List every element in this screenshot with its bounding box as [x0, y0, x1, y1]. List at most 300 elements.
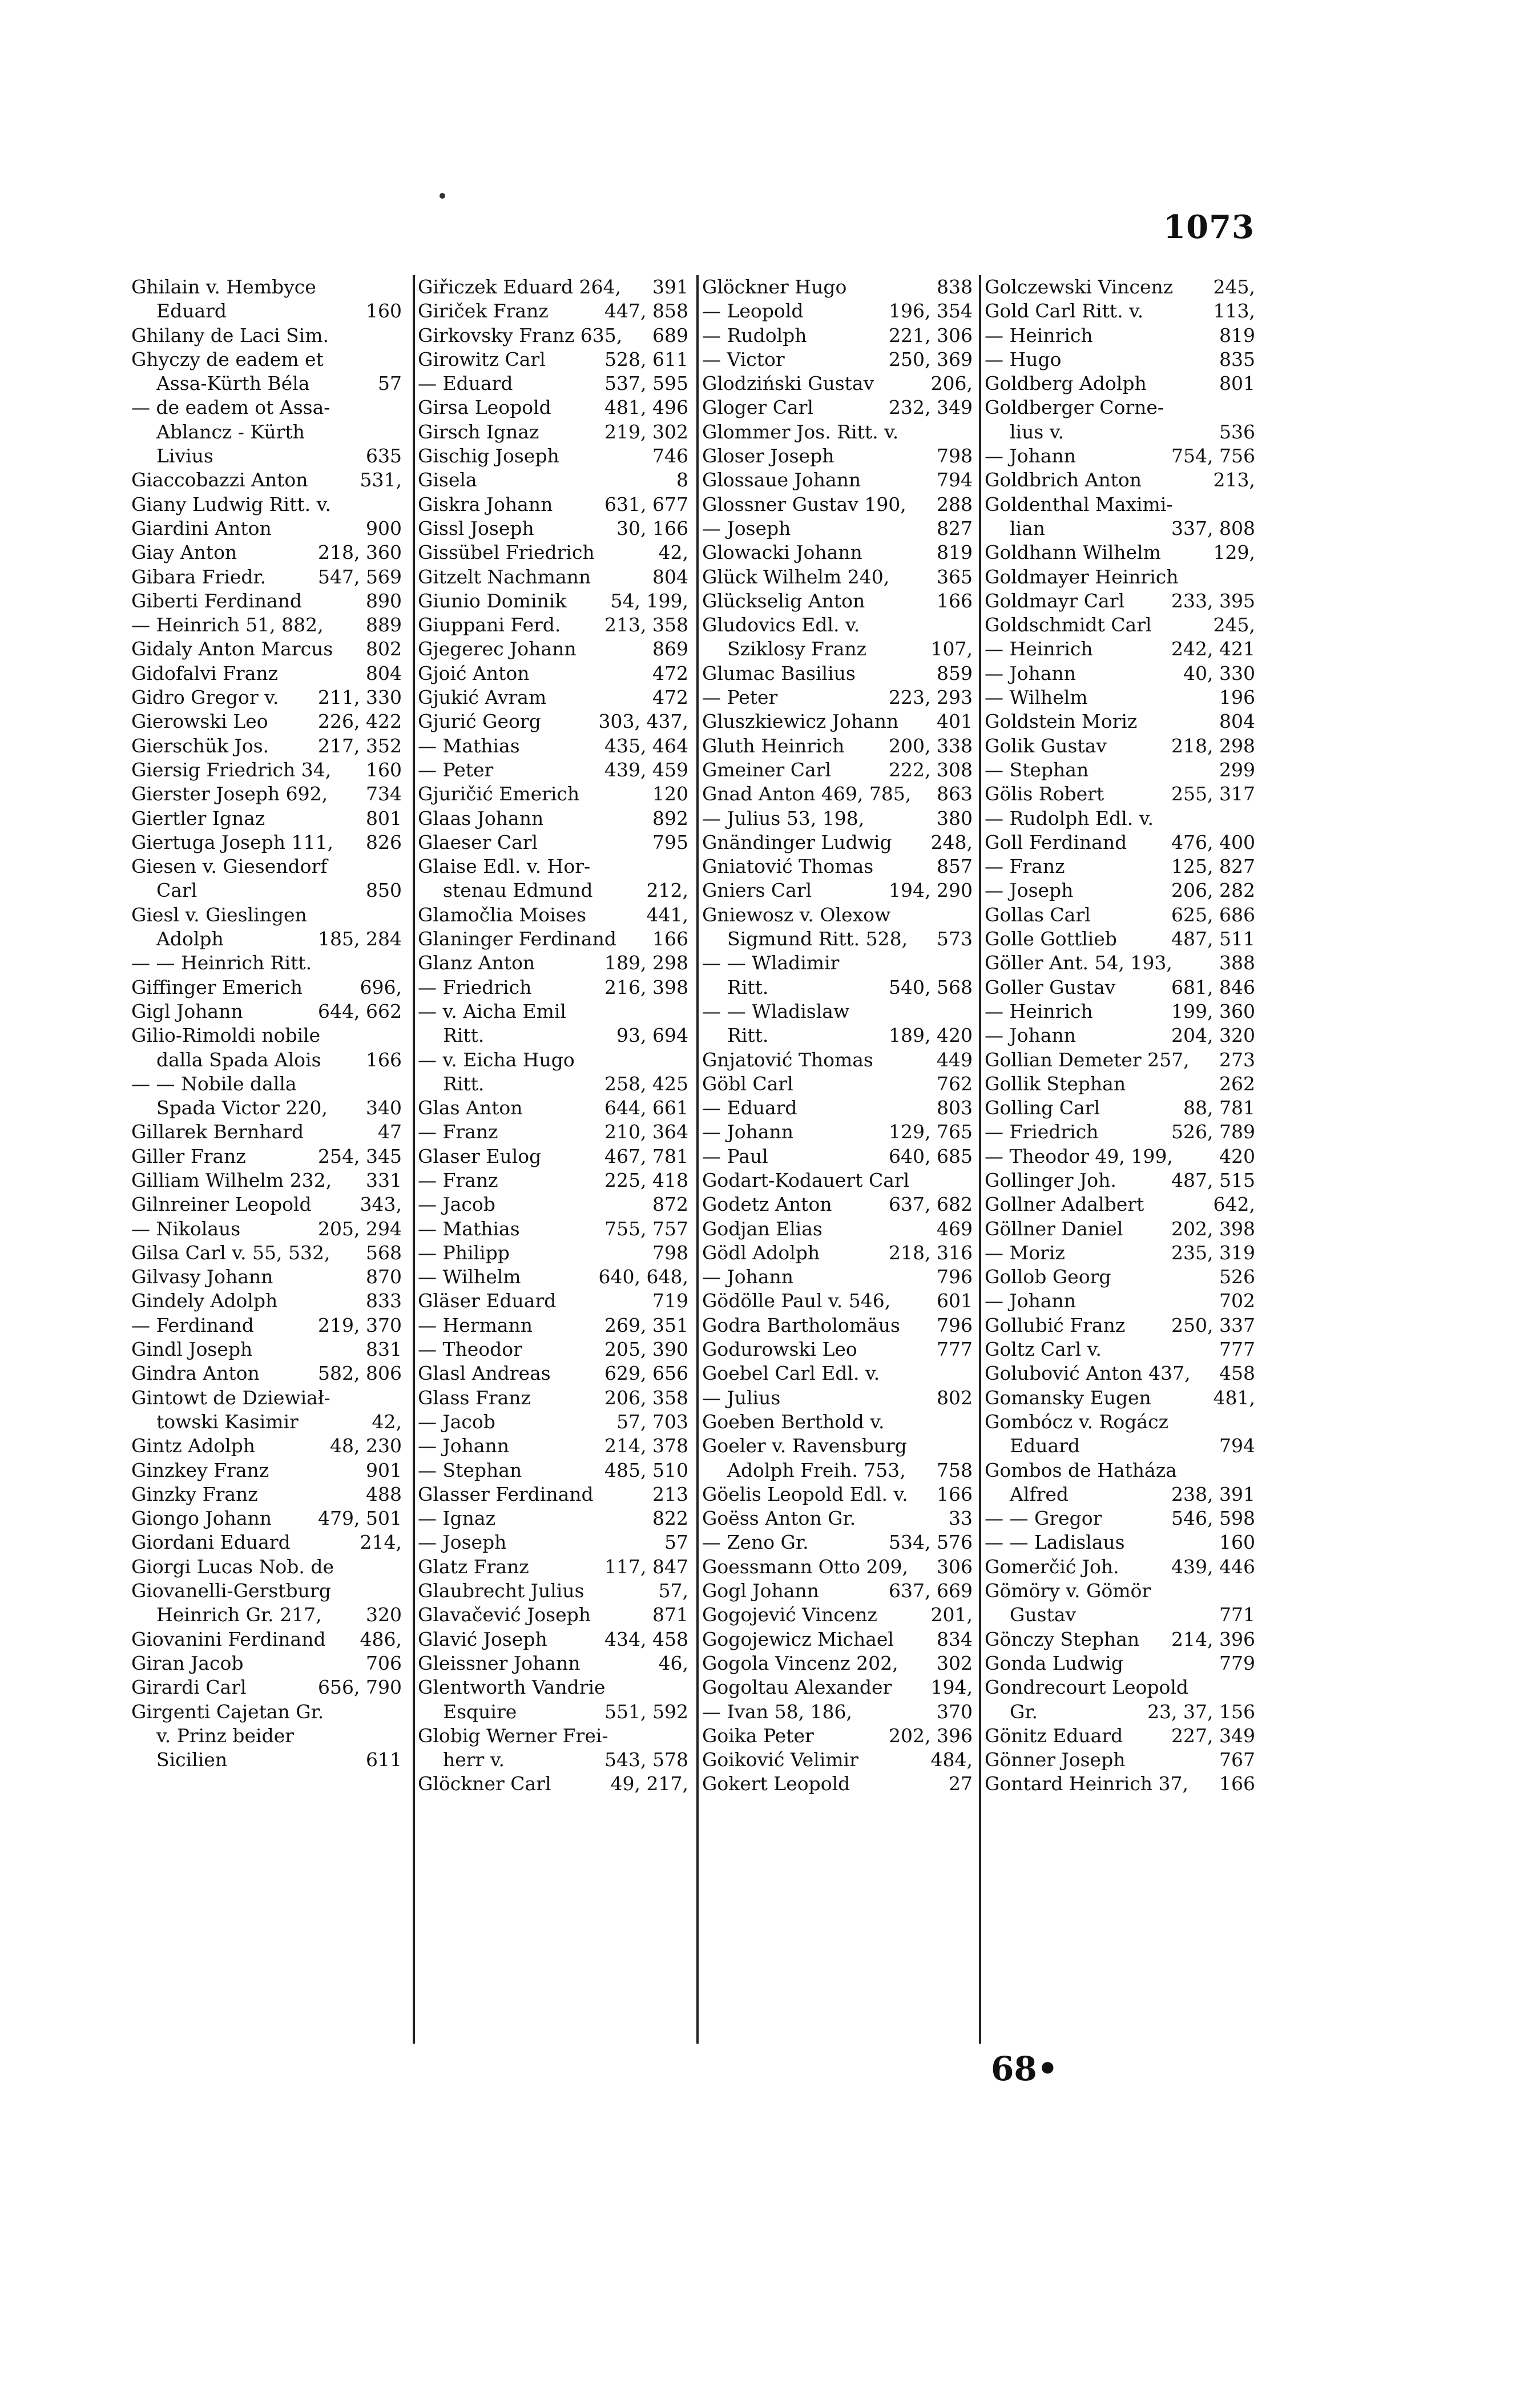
entry-name: — Joseph — [702, 517, 791, 539]
index-entry — [131, 420, 405, 444]
entry-pages: 479, 501 — [313, 1506, 402, 1530]
entry-name: Gjukić Avram — [418, 686, 547, 709]
index-entry — [131, 1241, 405, 1265]
index-entry — [418, 1434, 692, 1458]
entry-name: Godra Bartholomäus — [702, 1314, 900, 1336]
index-entry — [702, 831, 976, 855]
entry-pages: 211, 330 — [313, 686, 402, 710]
entry-name: Goltz Carl v. — [985, 1338, 1102, 1361]
entry-pages: 219, 370 — [313, 1314, 402, 1338]
index-entry — [702, 541, 976, 565]
entry-name: Golik Gustav — [985, 734, 1107, 757]
entry-name: Gidofalvi Franz — [131, 662, 279, 684]
entry-pages: 201, — [926, 1603, 973, 1627]
index-entry — [131, 1459, 405, 1483]
index-entry — [702, 1700, 976, 1724]
entry-pages: 199, 360 — [1167, 1000, 1255, 1024]
entry-name: Alfred — [1010, 1483, 1069, 1505]
index-entry — [985, 1483, 1259, 1506]
entry-pages: 486, — [356, 1627, 402, 1651]
entry-pages: 232, 349 — [884, 396, 973, 420]
entry-name: — Wilhelm — [418, 1266, 521, 1288]
index-entry — [131, 1024, 405, 1048]
entry-name: Glaninger Ferdinand — [418, 928, 616, 950]
entry-name: — Rudolph Edl. v. — [985, 807, 1154, 829]
index-entry — [131, 855, 405, 879]
entry-name: — Julius 53, 198, — [702, 807, 865, 829]
index-entry — [702, 1506, 976, 1530]
entry-pages: 223, 293 — [884, 686, 973, 710]
entry-pages: 57 — [373, 372, 402, 396]
entry-pages: 340 — [361, 1096, 402, 1120]
entry-pages: 551, 592 — [600, 1700, 688, 1724]
index-entry — [131, 662, 405, 686]
entry-pages: 202, 396 — [884, 1724, 973, 1748]
entry-pages: 93, 694 — [612, 1024, 688, 1048]
index-entry — [131, 1265, 405, 1289]
entry-name: Goeben Berthold v. — [702, 1410, 885, 1433]
index-entry — [418, 1530, 692, 1554]
index-entry — [131, 1096, 405, 1120]
column-divider — [413, 275, 415, 2044]
index-entry — [131, 1651, 405, 1675]
index-entry — [131, 541, 405, 565]
entry-name: — Ivan 58, 186, — [702, 1700, 853, 1723]
entry-pages: 833 — [361, 1289, 402, 1313]
entry-name: Goldberg Adolph — [985, 372, 1147, 395]
entry-name: — Eduard — [702, 1097, 797, 1119]
entry-name: Giertuga Joseph 111, — [131, 831, 333, 853]
entry-pages: 160 — [361, 758, 402, 782]
index-entry — [131, 565, 405, 589]
index-entry — [985, 1193, 1259, 1216]
index-entry — [702, 951, 976, 975]
index-entry — [702, 396, 976, 420]
index-entry — [131, 1289, 405, 1313]
index-entry — [418, 1579, 692, 1603]
entry-name: v. Prinz beider — [156, 1724, 295, 1747]
index-entry — [702, 1386, 976, 1410]
entry-name: Gonda Ludwig — [985, 1651, 1123, 1674]
entry-name: Göllner Daniel — [985, 1217, 1123, 1240]
entry-name: Golubović Anton 437, — [985, 1362, 1191, 1385]
index-entry — [418, 927, 692, 951]
index-entry — [131, 1555, 405, 1579]
entry-name: Giriček Franz — [418, 300, 549, 323]
index-entry — [702, 444, 976, 468]
entry-name: — Wilhelm — [985, 686, 1088, 709]
entry-name: Sziklosy Franz — [727, 638, 867, 660]
index-entry — [985, 855, 1259, 879]
index-entry — [985, 637, 1259, 661]
entry-pages: 202, 398 — [1167, 1217, 1255, 1241]
index-entry — [131, 444, 405, 468]
index-entry — [131, 613, 405, 637]
index-entry — [702, 1241, 976, 1265]
index-entry — [985, 1555, 1259, 1579]
entry-name: — Hermann — [418, 1314, 533, 1336]
entry-pages: 890 — [361, 589, 402, 613]
index-entry — [418, 686, 692, 710]
entry-pages: 88, 781 — [1179, 1096, 1255, 1120]
index-entry — [418, 1096, 692, 1120]
entry-pages: 540, 568 — [884, 976, 973, 1000]
entry-name: Gontard Heinrich 37, — [985, 1772, 1188, 1795]
entry-pages: 859 — [932, 662, 973, 686]
index-entry — [418, 1000, 692, 1024]
index-entry — [418, 976, 692, 1000]
entry-pages: 250, 369 — [884, 348, 973, 372]
index-entry — [131, 903, 405, 927]
index-entry — [985, 1651, 1259, 1675]
index-entry — [702, 1530, 976, 1554]
index-entry — [418, 1675, 692, 1699]
index-entry — [418, 1193, 692, 1216]
entry-name: Gluszkiewicz Johann — [702, 710, 899, 733]
index-entry — [985, 976, 1259, 1000]
entry-pages: 637, 669 — [884, 1579, 973, 1603]
entry-name: — Heinrich — [985, 1000, 1093, 1022]
index-entry — [702, 734, 976, 758]
entry-pages: 835 — [1215, 348, 1255, 372]
entry-pages: 245, — [1209, 275, 1255, 299]
index-entry — [131, 517, 405, 541]
entry-pages: 206, 282 — [1167, 879, 1255, 903]
entry-name: Gjurić Georg — [418, 710, 541, 733]
entry-name: Goebel Carl Edl. v. — [702, 1362, 880, 1385]
entry-name: Gönczy Stephan — [985, 1627, 1140, 1650]
entry-pages: 637, 682 — [884, 1193, 973, 1216]
index-entry — [702, 589, 976, 613]
entry-name: — Zeno Gr. — [702, 1531, 809, 1554]
index-entry — [702, 1072, 976, 1096]
entry-name: Gogola Vincenz 202, — [702, 1651, 898, 1674]
entry-pages: 48, 230 — [325, 1434, 402, 1458]
entry-name: Goessmann Otto 209, — [702, 1555, 909, 1578]
entry-pages: 160 — [1215, 1530, 1255, 1554]
entry-name: Giffinger Emerich — [131, 976, 303, 998]
index-entry — [418, 1386, 692, 1410]
index-entry — [985, 1241, 1259, 1265]
entry-pages: 798 — [932, 444, 973, 468]
index-entry — [131, 1338, 405, 1361]
entry-name: Giertler Ignaz — [131, 807, 265, 829]
entry-name: — Johann — [702, 1266, 794, 1288]
entry-pages: 57 — [660, 1530, 688, 1554]
index-entry — [985, 565, 1259, 589]
index-entry — [418, 517, 692, 541]
index-entry — [985, 1434, 1259, 1458]
entry-pages: 485, 510 — [600, 1459, 688, 1483]
entry-pages: 458 — [1215, 1361, 1255, 1385]
entry-name: Giskra Johann — [418, 493, 553, 515]
index-entry — [702, 1314, 976, 1338]
entry-pages: 758 — [932, 1459, 973, 1483]
entry-pages: 487, 511 — [1167, 927, 1255, 951]
entry-name: Giongo Johann — [131, 1507, 272, 1530]
entry-pages: 113, — [1209, 299, 1255, 323]
entry-name: Livius — [156, 445, 213, 468]
entry-name: Gniatović Thomas — [702, 855, 874, 878]
entry-pages: 216, 398 — [600, 976, 688, 1000]
index-entry — [702, 420, 976, 444]
entry-name: Gloger Carl — [702, 396, 813, 419]
index-entry — [702, 1289, 976, 1313]
entry-name: — Johann — [985, 662, 1077, 684]
entry-pages: 233, 395 — [1167, 589, 1255, 613]
entry-pages: 439, 459 — [600, 758, 688, 782]
entry-name: Gönitz Eduard — [985, 1724, 1123, 1747]
entry-name: Gniers Carl — [702, 879, 812, 902]
entry-name: Ghilany de Laci Sim. — [131, 324, 329, 347]
entry-name: Girkovsky Franz 635, — [418, 324, 623, 347]
entry-pages: 8 — [672, 468, 688, 492]
entry-name: — — Ladislaus — [985, 1531, 1125, 1554]
index-entry — [702, 1048, 976, 1072]
entry-name: Göller Ant. 54, 193, — [985, 952, 1172, 974]
entry-pages: 543, 578 — [600, 1748, 688, 1772]
entry-name: Goldstein Moriz — [985, 710, 1138, 733]
entry-pages: 804 — [1215, 710, 1255, 734]
entry-name: Gustav — [1010, 1604, 1077, 1626]
index-entry — [985, 396, 1259, 420]
entry-name: Sicilien — [156, 1749, 228, 1771]
entry-name: Gjoić Anton — [418, 662, 530, 684]
entry-name: Giesen v. Giesendorf — [131, 855, 328, 878]
index-entry — [131, 1000, 405, 1024]
entry-name: Carl — [156, 879, 197, 902]
entry-pages: 889 — [361, 613, 402, 637]
entry-pages: 273 — [1215, 1048, 1255, 1072]
index-entry — [702, 1459, 976, 1483]
entry-name: Esquire — [443, 1700, 517, 1723]
entry-pages: 794 — [932, 468, 973, 492]
signature-mark: 68• — [991, 2049, 1058, 2088]
index-entry — [702, 855, 976, 879]
entry-name: Giuppani Ferd. — [418, 614, 561, 637]
entry-name: — Franz — [418, 1121, 498, 1143]
entry-name: — Peter — [418, 758, 494, 781]
entry-name: — — Wladimir — [702, 952, 840, 974]
entry-pages: 166 — [932, 589, 973, 613]
index-entry — [985, 468, 1259, 492]
entry-name: Glossner Gustav 190, — [702, 493, 906, 515]
page-mark — [440, 193, 445, 199]
entry-name: — Victor — [702, 348, 785, 370]
index-entry — [702, 1096, 976, 1120]
entry-pages: 827 — [932, 517, 973, 541]
entry-pages: 831 — [361, 1338, 402, 1361]
entry-name: Gmeiner Carl — [702, 758, 832, 781]
entry-pages: 801 — [1215, 372, 1255, 396]
index-entry — [985, 348, 1259, 372]
entry-name: Godurowski Leo — [702, 1338, 857, 1361]
entry-name: — Heinrich — [985, 324, 1093, 347]
entry-pages: 401 — [932, 710, 973, 734]
entry-pages: 213, — [1209, 468, 1255, 492]
index-entry — [702, 1675, 976, 1699]
index-entry — [418, 444, 692, 468]
entry-name: Gollob Georg — [985, 1266, 1111, 1288]
index-entry — [702, 1603, 976, 1627]
index-entry — [418, 879, 692, 903]
index-entry — [418, 324, 692, 348]
index-entry — [985, 299, 1259, 323]
entry-name: Gogoltau Alexander — [702, 1676, 892, 1699]
index-entry — [985, 951, 1259, 975]
index-entry — [702, 1579, 976, 1603]
entry-name: Golczewski Vincenz — [985, 276, 1174, 298]
index-entry — [702, 1410, 976, 1434]
entry-name: — v. Eicha Hugo — [418, 1048, 575, 1071]
index-entry — [985, 589, 1259, 613]
entry-name: Gidaly Anton Marcus — [131, 638, 333, 660]
column-divider — [979, 275, 981, 2044]
index-entry — [702, 1361, 976, 1385]
index-entry — [985, 1410, 1259, 1434]
entry-name: Gogojević Vincenz — [702, 1604, 877, 1626]
entry-pages: 205, 294 — [313, 1217, 402, 1241]
entry-name: Glaubrecht Julius — [418, 1580, 584, 1602]
index-entry — [131, 1675, 405, 1699]
index-entry — [702, 758, 976, 782]
index-entry — [985, 324, 1259, 348]
index-entry — [702, 1483, 976, 1506]
index-entry — [985, 517, 1259, 541]
entry-pages: 222, 308 — [884, 758, 973, 782]
entry-pages: 185, 284 — [313, 927, 402, 951]
entry-pages: 343, — [356, 1193, 402, 1216]
entry-pages: 871 — [648, 1603, 688, 1627]
entry-name: Gniewosz v. Olexow — [702, 903, 891, 926]
index-entry — [702, 1338, 976, 1361]
entry-name: Assa-Kürth Béla — [156, 372, 310, 395]
entry-name: Ritt. — [443, 1024, 485, 1047]
index-entry — [418, 1120, 692, 1144]
entry-name: — Ferdinand — [131, 1314, 254, 1336]
entry-pages: 798 — [648, 1241, 688, 1265]
entry-name: — Julius — [702, 1386, 781, 1409]
index-entry — [131, 879, 405, 903]
entry-name: Girgenti Cajetan Gr. — [131, 1700, 324, 1723]
entry-pages: 546, 598 — [1167, 1506, 1255, 1530]
index-entry — [702, 662, 976, 686]
entry-name: Girsa Leopold — [418, 396, 551, 419]
entry-pages: 166 — [648, 927, 688, 951]
entry-name: Giunio Dominik — [418, 589, 567, 612]
entry-name: Gierschük Jos. — [131, 734, 269, 757]
entry-pages: 838 — [932, 275, 973, 299]
index-entry — [985, 1627, 1259, 1651]
entry-name: Giorgi Lucas Nob. de — [131, 1555, 334, 1578]
entry-name: Gombócz v. Rogácz — [985, 1410, 1168, 1433]
entry-name: — Johann — [702, 1121, 794, 1143]
index-entry — [985, 1096, 1259, 1120]
entry-pages: 487, 515 — [1167, 1169, 1255, 1193]
entry-pages: 568 — [361, 1241, 402, 1265]
entry-name: — Theodor 49, 199, — [985, 1145, 1173, 1167]
index-entry — [702, 1169, 976, 1193]
entry-name: Giovanini Ferdinand — [131, 1627, 326, 1650]
entry-pages: 746 — [648, 444, 688, 468]
index-entry — [131, 299, 405, 323]
index-entry — [131, 637, 405, 661]
index-entry — [702, 1748, 976, 1772]
entry-pages: 214, — [356, 1530, 402, 1554]
index-entry — [131, 831, 405, 855]
entry-name: Gindely Adolph — [131, 1290, 278, 1312]
column-divider — [696, 275, 699, 2044]
entry-pages: 795 — [648, 831, 688, 855]
entry-pages: 210, 364 — [600, 1120, 688, 1144]
index-entry — [418, 1169, 692, 1193]
entry-name: — Nikolaus — [131, 1217, 241, 1240]
index-entry — [702, 613, 976, 637]
entry-name: Gilliam Wilhelm 232, — [131, 1169, 332, 1191]
entry-name: Glommer Jos. Ritt. v. — [702, 420, 899, 443]
entry-name: — Philipp — [418, 1241, 510, 1264]
index-entry — [418, 662, 692, 686]
entry-pages: 189, 298 — [600, 951, 688, 975]
entry-pages: 481, — [1209, 1386, 1255, 1410]
entry-pages: 767 — [1215, 1748, 1255, 1772]
entry-name: Gibara Friedr. — [131, 565, 267, 588]
entry-pages: 30, 166 — [612, 517, 688, 541]
entry-pages: 635 — [361, 444, 402, 468]
index-entry — [131, 951, 405, 975]
entry-pages: 288 — [932, 493, 973, 517]
entry-name: Heinrich Gr. 217, — [156, 1604, 322, 1626]
index-entry — [985, 1459, 1259, 1483]
index-entry — [418, 589, 692, 613]
index-entry — [418, 1217, 692, 1241]
index-entry — [131, 1169, 405, 1193]
entry-pages: 472 — [648, 662, 688, 686]
entry-name: Goldmayer Heinrich — [985, 565, 1179, 588]
index-entry — [702, 1145, 976, 1169]
entry-name: Spada Victor 220, — [156, 1097, 328, 1119]
entry-name: — Rudolph — [702, 324, 807, 347]
index-column-2 — [418, 275, 692, 2044]
entry-name: — Leopold — [702, 300, 804, 323]
entry-name: Giardini Anton — [131, 517, 272, 539]
entry-pages: 794 — [1215, 1434, 1255, 1458]
index-entry — [418, 1459, 692, 1483]
index-entry — [985, 807, 1259, 831]
index-entry — [702, 1651, 976, 1675]
entry-pages: 388 — [1215, 951, 1255, 975]
entry-pages: 299 — [1215, 758, 1255, 782]
entry-name: Goldhann Wilhelm — [985, 541, 1161, 564]
entry-pages: 250, 337 — [1167, 1314, 1255, 1338]
entry-name: — — Gregor — [985, 1507, 1102, 1530]
entry-pages: 303, 437, — [594, 710, 688, 734]
index-entry — [985, 541, 1259, 565]
index-entry — [131, 710, 405, 734]
index-entry — [131, 1361, 405, 1385]
index-entry — [985, 879, 1259, 903]
index-entry — [985, 275, 1259, 299]
entry-name: Gierster Joseph 692, — [131, 783, 328, 805]
entry-name: — v. Aicha Emil — [418, 1000, 566, 1022]
entry-pages: 526 — [1215, 1265, 1255, 1289]
entry-name: — de eadem ot Assa- — [131, 396, 330, 419]
index-entry — [418, 734, 692, 758]
index-entry — [418, 1651, 692, 1675]
entry-pages: 46, — [654, 1651, 688, 1675]
index-entry — [702, 1000, 976, 1024]
entry-pages: 467, 781 — [600, 1145, 688, 1169]
